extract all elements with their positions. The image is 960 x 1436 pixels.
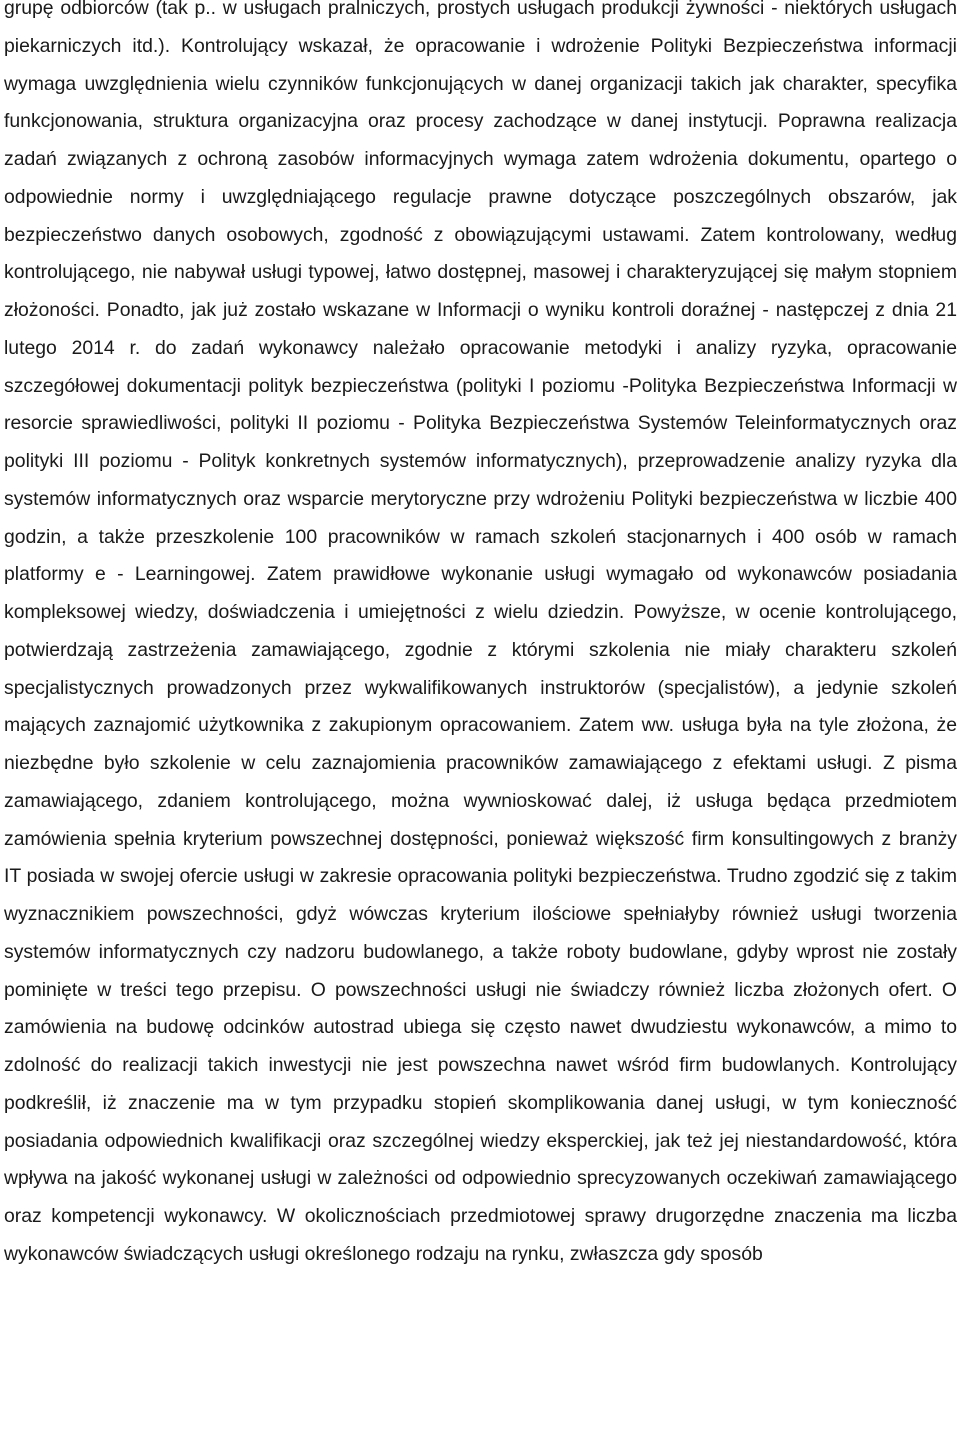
document-page — [4, 0, 957, 1274]
body-paragraph: grupę odbiorców (tak p.. w usługach pralniczych, prostych usługach produkcji żywności - niektórych usługach piekarniczych itd.). Kontrolujący wskazał, że opracowanie i wdrożenie Polityki Bezpieczeństwa informacji wymaga uwzględnienia wielu czynników funkcjonujących w danej organizacji takich jak charakter, specyfika funkcjonowania, struktura organizacyjna oraz procesy zachodzące w danej instytucji. Poprawna realizacja zadań związanych z ochroną zasobów informacyjnych wymaga zatem wdrożenia dokumentu, opartego o odpowiednie normy i uwzględniającego regulacje prawne dotyczące poszczególnych obszarów, jak bezpieczeństwo danych osobowych, zgodność z obowiązującymi ustawami. Zatem kontrolowany, według kontrolującego, nie nabywał usługi typowej, łatwo dostępnej, masowej i charakteryzującej się małym stopniem złożoności. Ponadto, jak już zostało wskazane w Informacji o wyniku kontroli doraźnej - następczej z dnia 21 lutego 2014 r. do zadań wykonawcy należało opracowanie metodyki i analizy ryzyka, opracowanie szczegółowej dokumentacji polityk bezpieczeństwa (polityki I poziomu -Polityka Bezpieczeństwa Informacji w resorcie sprawiedliwości, polityki II poziomu - Polityka Bezpieczeństwa Systemów Teleinformatycznych oraz polityki III poziomu - Polityk konkretnych systemów informatycznych), przeprowadzenie analizy ryzyka dla systemów informatycznych oraz wsparcie merytoryczne przy wdrożeniu Polityki bezpieczeństwa w liczbie 400 godzin, a także przeszkolenie 100 pracowników w ramach szkoleń stacjonarnych i 400 osób w ramach platformy e - Learningowej. Zatem prawidłowe wykonanie usługi wymagało od wykonawców posiadania kompleksowej wiedzy, doświadczenia i umiejętności z wielu dziedzin. Powyższe, w ocenie kontrolującego, potwierdzają zastrzeżenia zamawiającego, zgodnie z którymi szkolenia nie miały charakteru szkoleń specjalistycznych prowadzonych przez wykwalifikowanych instruktorów (specjalistów), a jedynie szkoleń mających zaznajomić użytkownika z zakupionym opracowaniem. Zatem ww. usługa była na tyle złożona, że niezbędne było szkolenie w celu zaznajomienia pracowników zamawiającego z efektami usługi. Z pisma zamawiającego, zdaniem kontrolującego, można wywnioskować dalej, iż usługa będąca przedmiotem zamówienia spełnia kryterium powszechnej dostępności, ponieważ większość firm konsultingowych z branży IT posiada w swojej ofercie usługi w zakresie opracowania polityki bezpieczeństwa. Trudno zgodzić się z takim wyznacznikiem powszechności, gdyż wówczas kryterium ilościowe spełniałyby również usługi tworzenia systemów informatycznych czy nadzoru budowlanego, a także roboty budowlane, gdyby wprost nie zostały pominięte w treści tego przepisu. O powszechności usługi nie świadczy również liczba złożonych ofert. O zamówienia na budowę odcinków autostrad ubiega się często nawet dwudziestu wykonawców, a mimo to zdolność do realizacji takich inwestycji nie jest powszechna nawet wśród firm budowlanych. Kontrolujący podkreślił, iż znaczenie ma w tym przypadku stopień skomplikowania danej usługi, w tym konieczność posiadania odpowiednich kwalifikacji oraz szczególnej wiedzy eksperckiej, jak też jej niestandardowość, która wpływa na jakość wykonanej usługi w zależności od odpowiednio sprecyzowanych oczekiwań zamawiającego oraz kompetencji wykonawcy. W okolicznościach przedmiotowej sprawy drugorzędne znaczenia ma liczba wykonawców świadczących usługi określonego rodzaju na rynku, zwłaszcza gdy sposób — [4, 0, 957, 1265]
